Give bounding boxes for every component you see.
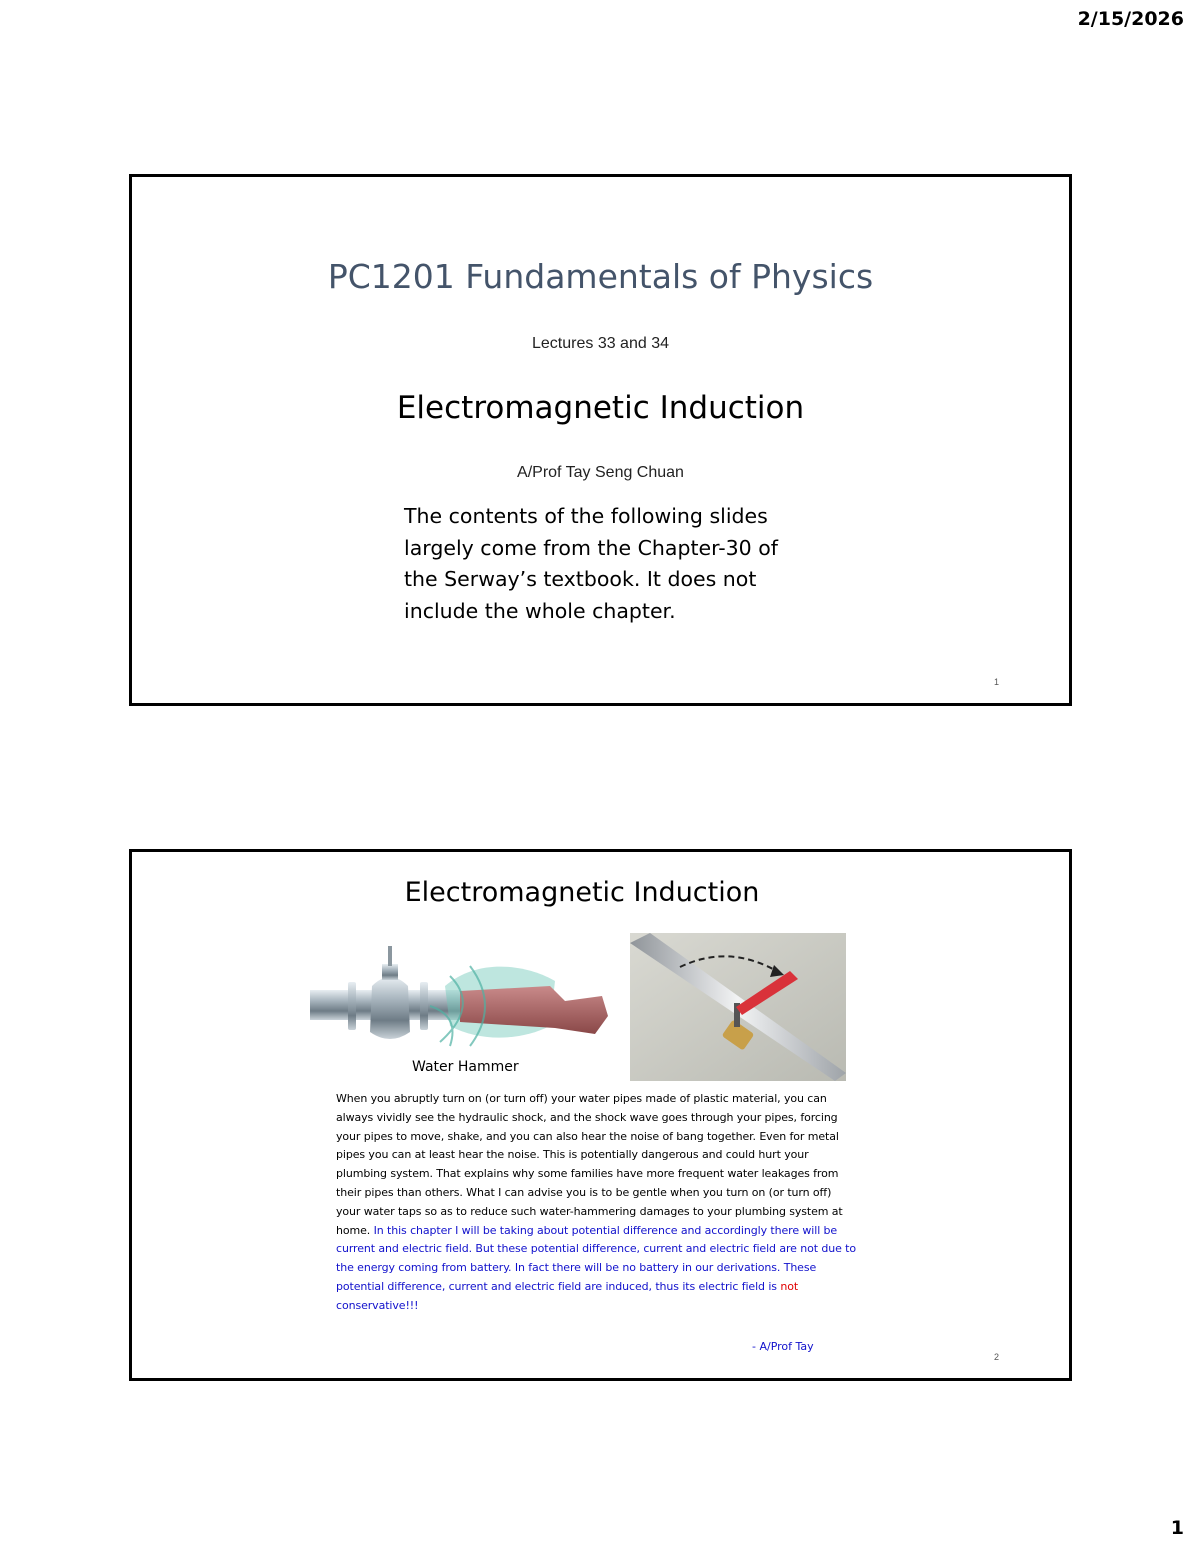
slide-1 — [129, 174, 1072, 706]
page-number: 1 — [1170, 1517, 1184, 1539]
slide-title: PC1201 Fundamentals of Physics — [327, 257, 874, 296]
slide-title: Electromagnetic Induction — [404, 877, 760, 908]
header-date: 2/15/2026 — [1077, 8, 1184, 30]
content-note: The contents of the following slides largely come from the Chapter-30 of the Serway’s textbook. It does not include the whole chapter. — [404, 504, 778, 623]
slide-number: 1 — [993, 677, 999, 687]
body-text-blue: In this chapter I will be taking about potential difference and accordingly there will be current and electric field. But these potential difference, current and electric field are not due to the energy coming from battery. In fact there will be no battery in our derivations. These potential difference, current and electric field are induced, thus its electric field is — [336, 1223, 856, 1293]
author-label: A/Prof Tay Seng Chuan — [517, 464, 684, 481]
image-caption: Water Hammer — [412, 1059, 519, 1075]
slide-subtitle: Electromagnetic Induction — [396, 390, 805, 426]
body-text-red: not — [780, 1279, 799, 1293]
slide-number: 2 — [993, 1352, 999, 1362]
pipe-valve-image — [630, 933, 846, 1081]
signature: - A/Prof Tay — [752, 1340, 814, 1353]
water-hammer-image — [310, 946, 610, 1058]
slide-2 — [129, 849, 1072, 1381]
slide-body-text — [336, 1090, 856, 1316]
body-text-black: When you abruptly turn on (or turn off) your water pipes made of plastic material, you can always vividly see the hydraulic shock, and the shock wave goes through your pipes, forcing your pipes to move, shake, and you can also hear the noise of bang together. Even for metal pipes you can at least hear the noise. This is potentially dangerous and could hurt your plumbing system. That explains why some families have more frequent water leakages from their pipes than others. What I can advise you is to be gentle when you turn on (or turn off) your water taps so as to reduce such water-hammering damages to your plumbing system at home. — [336, 1092, 843, 1237]
body-text-blue-end: conservative!!! — [336, 1298, 419, 1312]
lectures-label: Lectures 33 and 34 — [532, 335, 669, 352]
